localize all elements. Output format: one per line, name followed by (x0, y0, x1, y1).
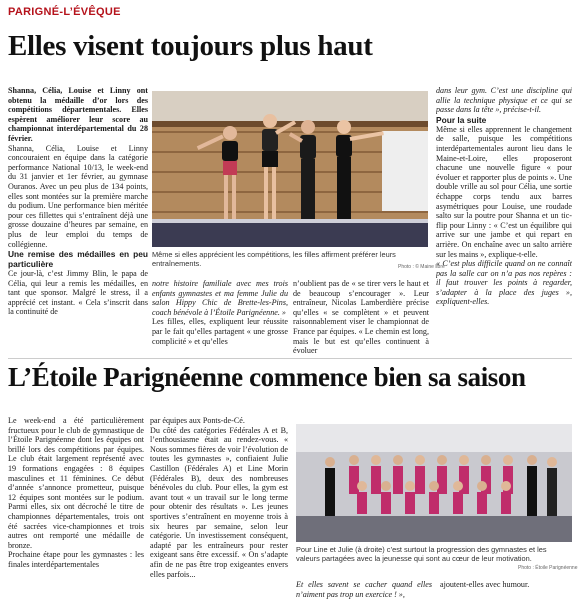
article2-col4-paragraph-1: ajoutent-elles avec humour. (440, 580, 530, 589)
article1-column-1 (8, 86, 148, 356)
article2-col2-paragraph-1: par équipes aux Ponts-de-Cé. (150, 416, 245, 425)
article1-col2-paragraph-2: Les filles, elles, expliquent leur réussite par le fait qu’elles partagent « une grosse complicité » et qu’elles (152, 317, 288, 346)
article2-column-3 (296, 580, 432, 604)
article1-col4-paragraph-3: « C’est plus difficile quand on ne connaît pas la salle car on n’a pas nos repères : il faut trouver les points à regarder, s’adapter à la place des juges », expliquent-elles. (436, 259, 572, 307)
article1-subheading-2: Pour la suite (436, 114, 487, 125)
section-tag: PARIGNÉ-L’ÉVÊQUE (8, 6, 121, 18)
article1-subheading-1: Une remise des médailles en peu particulière (8, 249, 148, 270)
article1-photo-gymnasts (152, 91, 428, 247)
article2-col2-paragraph-2: Du côté des catégories Fédérales A et B, l’enthousiasme était au rendez-vous. « Nous sommes fières de voir l’évolution de toutes les gymnastes », confiaient Julie Castillon (Fédérales A) et Line Morin (Fédérales B), deux des nombreuses bénévoles du club. Pour elles, la gym est avant tout « un travail sur le long terme pour obtenir des résultats ». Les jeunes sportives s’entraînent en moyenne trois à six heures par semaine, selon leur catégorie. Un investissement conséquent, adapté par les entraîneurs pour rester exigeant sans être excessif. « On s’adapte afin de ne pas être trop exigeantes envers elles parfois... (150, 425, 288, 579)
article1-column-4 (436, 86, 572, 358)
article1-col1-paragraph-2: Ce jour-là, c’est Jimmy Blin, le papa de Célia, qui leur a remis les médailles, en tant que sponsor. Malgré le stress, il a apprécié cet instant. « Cela s’inscrit dans la continuité de (8, 269, 148, 317)
article1-lead: Shanna, Célia, Louise et Linny ont obtenu la médaille d’or lors des compétitions départementales. Elles espèrent améliorer leur score au championnat interdépartemental du 28 février. (8, 86, 148, 143)
article2-col1-paragraph-2: Prochaine étape pour les gymnastes : les finales interdépartementales (8, 550, 144, 569)
article2-photo-credit: Photo : Étoile Parignéenne (518, 565, 578, 571)
article1-photo-credit: Photo : © Maine libre (398, 264, 445, 270)
article2-photo-caption: Pour Line et Julie (à droite) c’est surtout la progression des gymnastes et les valeurs partagées avec la jeunesse qui sont au cœur de leur motivation. (296, 545, 547, 563)
headline-article-1: Elles visent toujours plus haut (8, 30, 373, 62)
article2-col1-paragraph-1: Le week-end a été particulièrement fructueux pour le club de gymnastique de l’Étoile Parignéenne dont les équipes ont brillé lors des compétitions par équipes. Le club était largement représenté avec 19 formations engagées : 8 équipes masculines et 11 féminines. Ce début d’année s’annonce prometteur, puisque 12 équipes sont montées sur le podium. Parmi elles, six ont décroché le titre de championnes départementales, trois ont été sacrées vice-championnes et trois autres ont remporté une médaille de bronze. (8, 416, 144, 550)
article2-column-2 (150, 416, 288, 604)
article2-photo-team (296, 424, 572, 542)
team-photo-illustration (296, 424, 572, 542)
article-divider (8, 358, 572, 359)
article2-column-1 (8, 416, 144, 604)
article1-column-3 (293, 279, 429, 357)
article1-col4-paragraph-1: dans leur gym. C’est une discipline qui allie la technique physique et ce qui se passe dans la tête », précise-t-il. (436, 86, 572, 115)
article2-column-4 (440, 580, 572, 604)
headline-article-2: L’Étoile Parignéenne commence bien sa saison (8, 362, 526, 392)
article1-col3-paragraph-1: n’oublient pas de « se tirer vers le haut et de beaucoup s’encourager ». Leur entraîneur, Nicolas Lamberdière précise qu’elles « se complètent » et peuvent raisonnablement viser le championnat de France par équipes. « Le chemin est long, mais le but est qu’elles continuent à évoluer (293, 279, 429, 356)
article1-photo-caption: Même si elles apprécient les compétitions, les filles affirment préférer leurs entraînements. (152, 250, 396, 268)
gymnasts-photo-illustration (152, 91, 428, 247)
article1-col4-paragraph-2: Même si elles apprennent le changement de salle, puisque les compétitions interdépartementales auront lieu dans le Maine-et-Loire, elles proposeront chacune une nouvelle figure « pour évoluer et rapporter plus de points ». Une double vrille au sol pour Célia, une sortie échappe corps tendu aux barres asymétriques pour Louise, une roudade salto sur la poutre pour Shanna et un tic-flip pour Linny : « C’est un équilibre qui arrive sur une jambe et qui repart en arrière. On enchaîne avec un salto arrière sur les mains », explique-t-elle. (436, 124, 572, 259)
article1-column-2 (152, 279, 288, 357)
article1-col1-paragraph-1: Shanna, Célia, Louise et Linny concouraient en équipe dans la catégorie performance National 10/13, le week-end du 31 janvier et 1er février, au gymnase Ouranos. Avec un peu plus de 134 points, elles sont montées sur la première marche du podium. Une performance bien méritée pour ces fillettes qui s’entraînent déjà une grosse douzaine d’heures par semaine, en plus de leur emploi du temps de collégienne. (8, 143, 148, 249)
article2-col3-paragraph-1: Et elles savent se cacher quand elles n’aiment pas trop un exercice ! », (296, 580, 432, 599)
article1-col2-paragraph-1: notre histoire familiale avec mes trois enfants gymnastes et ma femme Julie du salon Hippy Chic de Brette-les-Pins, coach bénévole à l’Étoile Parignéenne. » (152, 279, 288, 317)
